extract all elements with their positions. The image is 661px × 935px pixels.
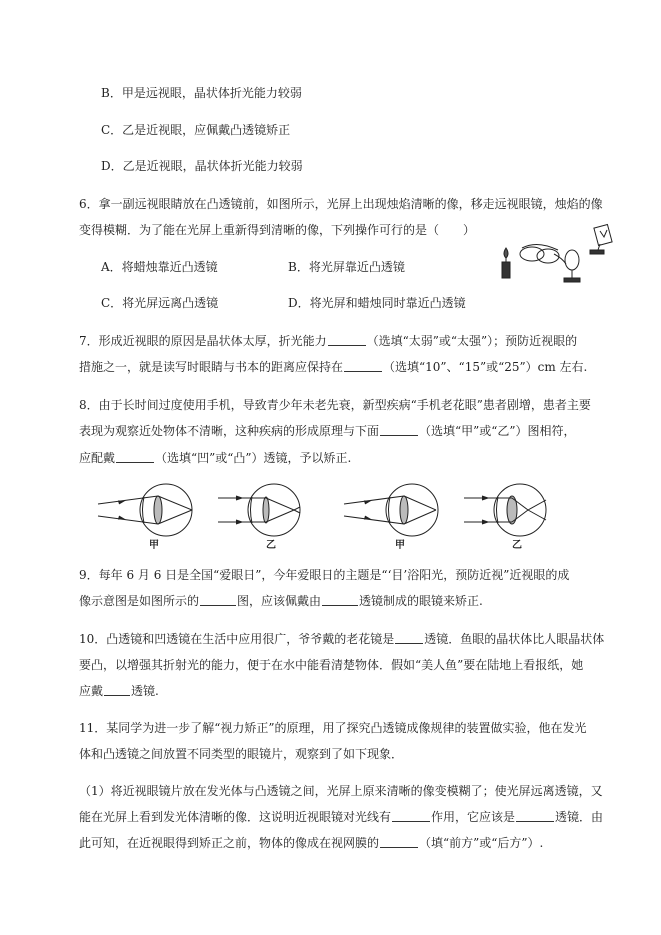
q9-text-2b: 图，应该佩戴由	[237, 594, 322, 608]
q11-text-2c: 透镜．由	[555, 810, 604, 824]
eye-diagram-left	[94, 480, 324, 552]
q11-text-3b: （填“前方”或“后方”）.	[419, 836, 544, 850]
right-diagram-label-yi: 乙	[512, 540, 522, 551]
q6-option-b: B．将光屏靠近凸透镜	[288, 260, 405, 274]
q8-answer-blank-2[interactable]	[116, 450, 154, 463]
q5-option-d: D．乙是近视眼，晶状体折光能力较弱	[101, 159, 303, 173]
q9-line-2	[79, 593, 483, 609]
q5-option-b: B．甲是远视眼，晶状体折光能力较弱	[101, 86, 302, 100]
q10-line-1	[79, 631, 604, 647]
q9-text-2c: 透镜制成的眼镜来矫正.	[359, 594, 483, 608]
q8-text-3b: （选填“凹”或“凸”）透镜，予以矫正.	[155, 451, 352, 465]
eye-diagram-right	[340, 480, 570, 552]
q11-text-2b: 作用，它应该是	[431, 810, 516, 824]
q7-text-1b: （选填“太弱”或“太强”）；预防近视眼的	[366, 334, 578, 348]
left-diagram-label-yi: 乙	[266, 540, 276, 551]
q7-text-1a: 7．形成近视眼的原因是晶状体太厚，折光能力	[79, 334, 327, 348]
q8-text-2a: 表现为观察近处物体不清晰，这种疾病的形成原理与下面	[79, 424, 380, 438]
q11-line-1: 11．某同学为进一步了解“视力矫正”的原理，用了探究凸透镜成像规律的装置做实验，他在发光	[79, 721, 587, 735]
q9-line-1: 9．每年 6 月 6 日是全国“爱眼日”，今年爱眼日的主题是“‘目’浴阳光，预防近视”近视眼的成	[79, 568, 570, 582]
q10-line-2: 要凸，以增强其折射光的能力，便于在水中能看清楚物体．假如“美人鱼”要在陆地上看报纸，她	[79, 658, 584, 672]
right-diagram-label-jia: 甲	[395, 540, 405, 551]
q11-answer-blank-1[interactable]	[392, 809, 430, 822]
q10-text-1a: 10．凸透镜和凹透镜在生活中应用很广，爷爷戴的老花镜是	[79, 632, 395, 646]
q11-text-2a: 能在光屏上看到发光体清晰的像．这说明近视眼镜对光线有	[79, 810, 392, 824]
q7-line-1	[79, 333, 577, 349]
q6-stem-line-2: 变得模糊．为了能在光屏上重新得到清晰的像，下列操作可行的是（ ）	[79, 223, 476, 237]
q7-line-2	[79, 359, 587, 375]
q7-answer-blank-1[interactable]	[328, 333, 366, 346]
q8-line-3	[79, 450, 351, 466]
q11-text-3a: 此可知，在近视眼得到矫正之前，物体的像成在视网膜的	[79, 836, 380, 850]
q9-text-2a: 像示意图是如图所示的	[79, 594, 200, 608]
q8-answer-blank-1[interactable]	[380, 423, 418, 436]
q11-answer-blank-2[interactable]	[516, 809, 554, 822]
left-diagram-label-jia: 甲	[149, 540, 159, 551]
q5-option-c: C．乙是近视眼，应佩戴凸透镜矫正	[101, 123, 291, 137]
q10-answer-blank-2[interactable]	[104, 683, 130, 696]
q11-part1-line-1: （1）将近视眼镜片放在发光体与凸透镜之间，光屏上原来清晰的像变模糊了；使光屏远离透镜，又	[79, 784, 603, 798]
q11-line-2: 体和凸透镜之间放置不同类型的眼镜片，观察到了如下现象．	[79, 747, 404, 761]
q8-text-2b: （选填“甲”或“乙”）图相符，	[419, 424, 576, 438]
q6-stem-line-1: 6．拿一副远视眼睛放在凸透镜前，如图所示，光屏上出现烛焰清晰的像，移走远视眼镜，烛焰的像	[79, 197, 603, 211]
q11-answer-blank-3[interactable]	[380, 835, 418, 848]
q11-part1-line-2	[79, 809, 603, 825]
q6-option-c: C．将光屏远离凸透镜	[101, 296, 219, 310]
q8-line-1: 8．由于长时间过度使用手机，导致青少年未老先衰，新型疾病“手机老花眼”患者剧增，患者主要	[79, 398, 591, 412]
q6-option-d: D．将光屏和蜡烛同时靠近凸透镜	[288, 296, 466, 310]
q10-line-3	[79, 683, 159, 699]
q9-answer-blank-2[interactable]	[322, 593, 358, 606]
q8-text-3a: 应配戴	[79, 451, 116, 465]
q8-line-2	[79, 423, 576, 439]
q10-text-1b: 透镜．鱼眼的晶状体比人眼晶状体	[424, 632, 605, 646]
candle-lens-screen-figure	[492, 218, 614, 288]
q7-text-2a: 措施之一，就是读写时眼睛与书本的距离应保持在	[79, 360, 344, 374]
q11-part1-line-3	[79, 835, 543, 851]
q7-answer-blank-2[interactable]	[344, 359, 382, 372]
q10-answer-blank-1[interactable]	[395, 631, 423, 644]
q10-text-3b: 透镜.	[131, 684, 159, 698]
q7-text-2b: （选填“10”、“15”或“25”）cm 左右.	[383, 360, 588, 374]
q9-answer-blank-1[interactable]	[200, 593, 236, 606]
q10-text-3a: 应戴	[79, 684, 104, 698]
q6-option-a: A．将蜡烛靠近凸透镜	[101, 260, 218, 274]
